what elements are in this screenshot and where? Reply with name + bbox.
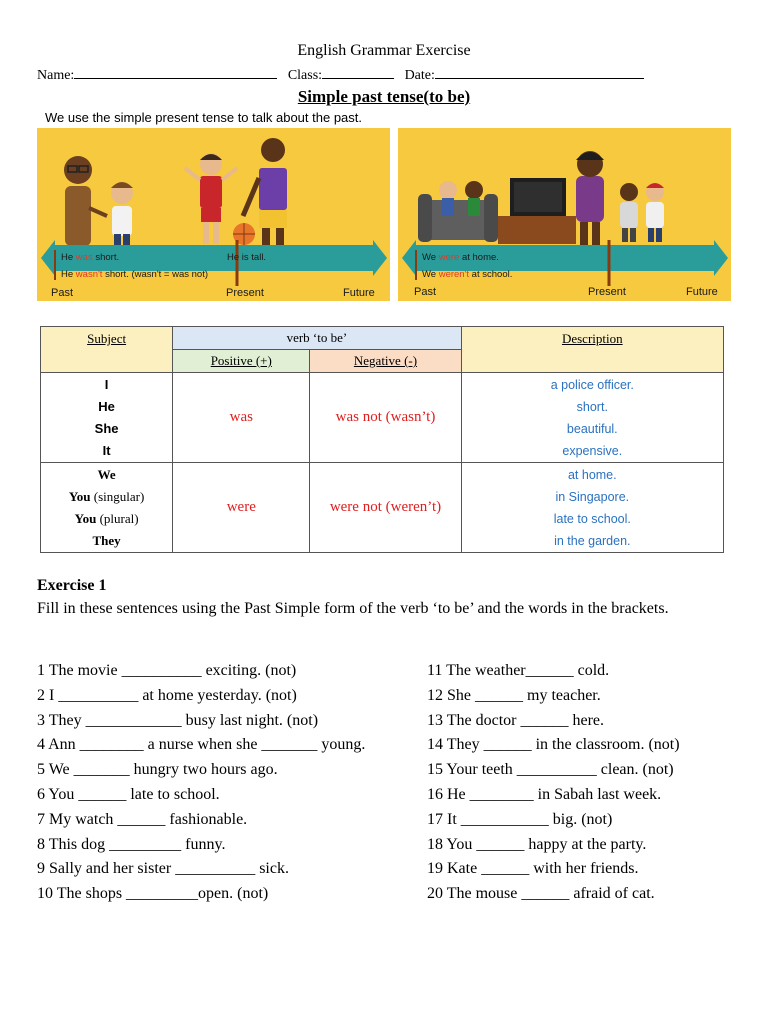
name-label: Name: xyxy=(37,68,75,83)
positive-form-were: were xyxy=(173,463,310,553)
timeline-label-past: Past xyxy=(51,287,74,299)
class-label: Class: xyxy=(287,68,323,83)
name-field[interactable] xyxy=(74,66,277,79)
illustration-panel-right xyxy=(398,128,731,301)
exercise-item: 10 The shops _________open. (not) xyxy=(37,885,269,903)
description-item: short. xyxy=(576,399,608,414)
exercise-item: 14 They ______ in the classroom. (not) xyxy=(427,736,680,754)
positive-form-was: was xyxy=(173,373,310,463)
date-label: Date: xyxy=(404,68,435,83)
description-item: at home. xyxy=(567,467,617,482)
illustration-panel-left xyxy=(37,128,390,301)
subject-header: Subject xyxy=(41,327,173,373)
exercise-item: 19 Kate ______ with her friends. xyxy=(427,860,639,878)
exercise-item: 17 It ___________ big. (not) xyxy=(427,810,613,828)
subjects-plural xyxy=(41,463,173,553)
subject-item: She xyxy=(94,420,119,436)
timeline-sentence-present: He is tall. xyxy=(227,252,267,263)
lesson-title: Simple past tense(to be) xyxy=(297,87,471,106)
descriptions-singular xyxy=(461,373,723,463)
timeline-sentence-past: We were at home. xyxy=(422,252,499,263)
exercise-instruction: Fill in these sentences using the Past Simple form of the verb ‘to be’ and the words in the brackets. xyxy=(37,600,669,617)
subject-item: They xyxy=(92,532,121,548)
timeline-sentence-past: He was short. xyxy=(61,252,120,263)
grammar-table xyxy=(40,326,724,553)
exercise-item: 12 She ______ my teacher. xyxy=(427,686,601,704)
exercise-column-left xyxy=(37,662,365,910)
subject-item: You (singular) xyxy=(68,488,145,504)
timeline-label-present: Present xyxy=(226,287,264,299)
timeline-sentence-negative: He wasn't short. (wasn't = was not) xyxy=(61,269,208,280)
description-item: a police officer. xyxy=(550,377,634,392)
exercise-item: 9 Sally and her sister __________ sick. xyxy=(37,860,289,878)
exercise-item: 5 We _______ hungry two hours ago. xyxy=(37,761,278,779)
timeline-label-future: Future xyxy=(686,286,718,298)
timeline-label-present: Present xyxy=(588,286,626,298)
exercise-item: 2 I __________ at home yesterday. (not) xyxy=(37,686,297,704)
negative-header: Negative (-) xyxy=(310,350,461,373)
timeline-label-past: Past xyxy=(414,286,437,298)
exercise-title: Exercise 1 xyxy=(37,577,107,594)
timeline-sentence-negative: We weren't at school. xyxy=(422,269,513,280)
description-item: late to school. xyxy=(553,511,631,526)
subject-item: You (plural) xyxy=(74,510,139,526)
negative-form-was-not: was not (wasn’t) xyxy=(310,373,461,463)
subject-item: It xyxy=(102,442,111,458)
exercise-item: 11 The weather______ cold. xyxy=(427,662,610,679)
description-item: beautiful. xyxy=(566,421,618,436)
exercise-item: 13 The doctor ______ here. xyxy=(427,711,604,729)
positive-header: Positive (+) xyxy=(173,350,310,373)
exercise-item: 16 He ________ in Sabah last week. xyxy=(427,785,662,803)
subject-item: I xyxy=(104,376,109,392)
timeline-label-future: Future xyxy=(343,287,375,299)
worksheet-title: English Grammar Exercise xyxy=(297,42,471,59)
description-item: in Singapore. xyxy=(555,489,630,504)
class-field[interactable] xyxy=(322,66,394,79)
descriptions-plural xyxy=(461,463,723,553)
exercise-item: 7 My watch ______ fashionable. xyxy=(37,810,248,828)
subjects-singular xyxy=(41,373,173,463)
exercise-item: 8 This dog _________ funny. xyxy=(37,835,226,853)
negative-form-were-not: were not (weren’t) xyxy=(310,463,461,553)
exercise-item: 15 Your teeth __________ clean. (not) xyxy=(427,761,674,779)
exercise-item: 4 Ann ________ a nurse when she _______ young. xyxy=(37,736,366,754)
exercise-column-right xyxy=(427,662,680,910)
intro-text: We use the simple present tense to talk about the past. xyxy=(45,110,363,125)
exercise-item: 6 You ______ late to school. xyxy=(37,785,220,803)
exercise-item: 1 The movie __________ exciting. (not) xyxy=(37,662,297,679)
subject-item: He xyxy=(98,398,115,414)
exercise-item: 20 The mouse ______ afraid of cat. xyxy=(427,885,655,903)
exercise-item: 3 They ____________ busy last night. (not) xyxy=(37,711,319,729)
description-item: expensive. xyxy=(562,443,623,458)
exercise-item: 18 You ______ happy at the party. xyxy=(427,835,647,853)
description-header: Description xyxy=(461,327,723,373)
description-item: in the garden. xyxy=(554,533,631,548)
info-line xyxy=(37,66,644,84)
date-field[interactable] xyxy=(435,66,644,79)
subject-item: We xyxy=(97,466,116,482)
verb-header: verb ‘to be’ xyxy=(173,327,461,350)
